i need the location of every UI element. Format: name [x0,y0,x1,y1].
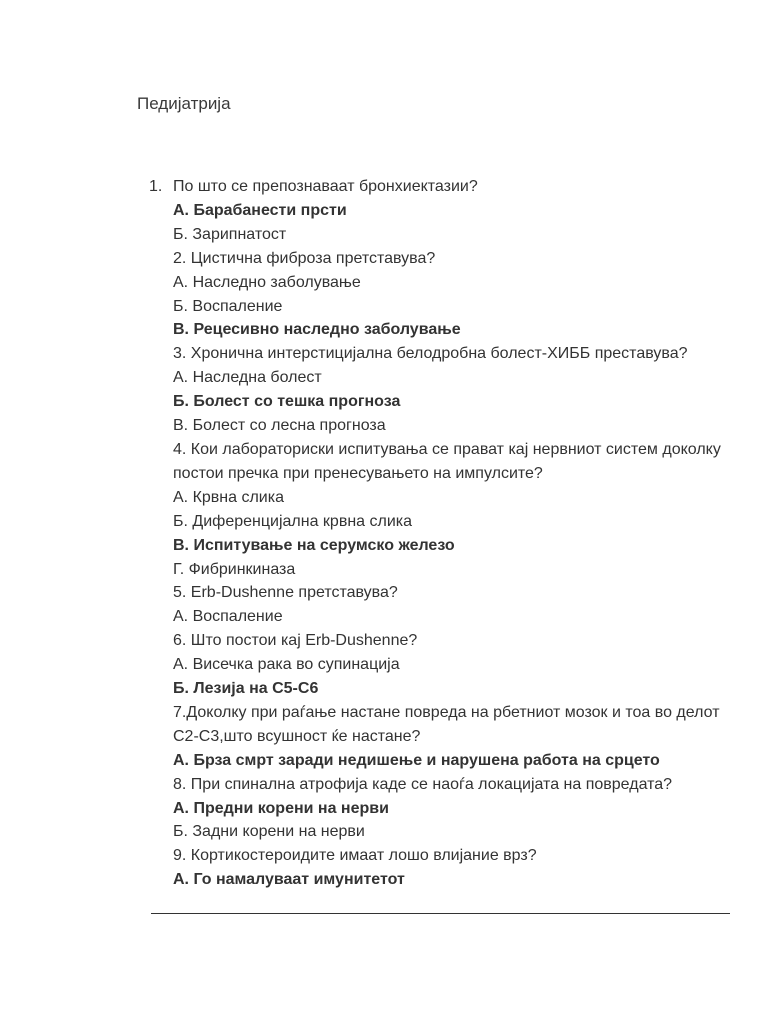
answer-line-highlighted: А. Го намалуваат имунитетот [173,871,405,889]
answer-line-highlighted: А. Предни корени на нерви [173,799,389,817]
text-line: 8. При спинална атрофија каде се наоѓа локацијата на повредата? [173,775,673,793]
answer-line-highlighted: Б. Лезија на С5-С6 [173,680,319,698]
text-line: 7.Доколку при раѓање настане повреда на рбетниот мозок и тоа во делот С2-С3,што всушност ќе настане? [173,703,720,745]
text-line: Б. Воспаление [173,297,283,315]
answer-line-highlighted: Б. Болест со тешка прогноза [173,393,401,411]
text-line: А. Наследно заболување [173,273,361,291]
text-line: 9. Кортикостероидите имаат лошо влијание врз? [173,847,537,865]
list-number: 1. [149,178,163,195]
page-title: Педијатрија [137,94,231,113]
text-line: Б. Задни корени на нерви [173,823,365,841]
text-line: А. Висечка рака во супинација [173,656,400,674]
text-line: 5. Erb-Dushenne претставува? [173,584,398,602]
answer-line-highlighted: В. Рецесивно наследно заболување [173,321,461,339]
answer-line-highlighted: В. Испитување на серумско железо [173,536,455,554]
question-list [173,175,733,892]
text-line: По што се препознаваат бронхиектазии? [173,178,478,195]
text-line: Г. Фибринкиназа [173,560,296,578]
answer-line-highlighted: А. Барабанести прсти [173,201,347,219]
text-line: 2. Цистична фиброза претставува? [173,249,436,267]
text-line: 3. Хронична интерстицијална белодробна болест-ХИББ преставува? [173,345,688,363]
text-line: В. Болест со лесна прогноза [173,417,386,435]
text-line: Б. Зарипнатост [173,225,287,243]
answer-line-highlighted: А. Брза смрт заради недишење и нарушена работа на срцето [173,751,660,769]
text-line: 6. Што постои кај Erb-Dushenne? [173,632,418,650]
text-line: 4. Кои лабораториски испитувања се прават кај нервниот систем доколку постои пречка при пренесувањето на импулсите? [173,440,721,482]
text-line: А. Наследна болест [173,369,322,387]
text-line: Б. Диференцијална крвна слика [173,512,413,530]
bottom-divider [151,913,730,914]
text-line: А. Воспаление [173,608,283,626]
text-line: А. Крвна слика [173,488,284,506]
